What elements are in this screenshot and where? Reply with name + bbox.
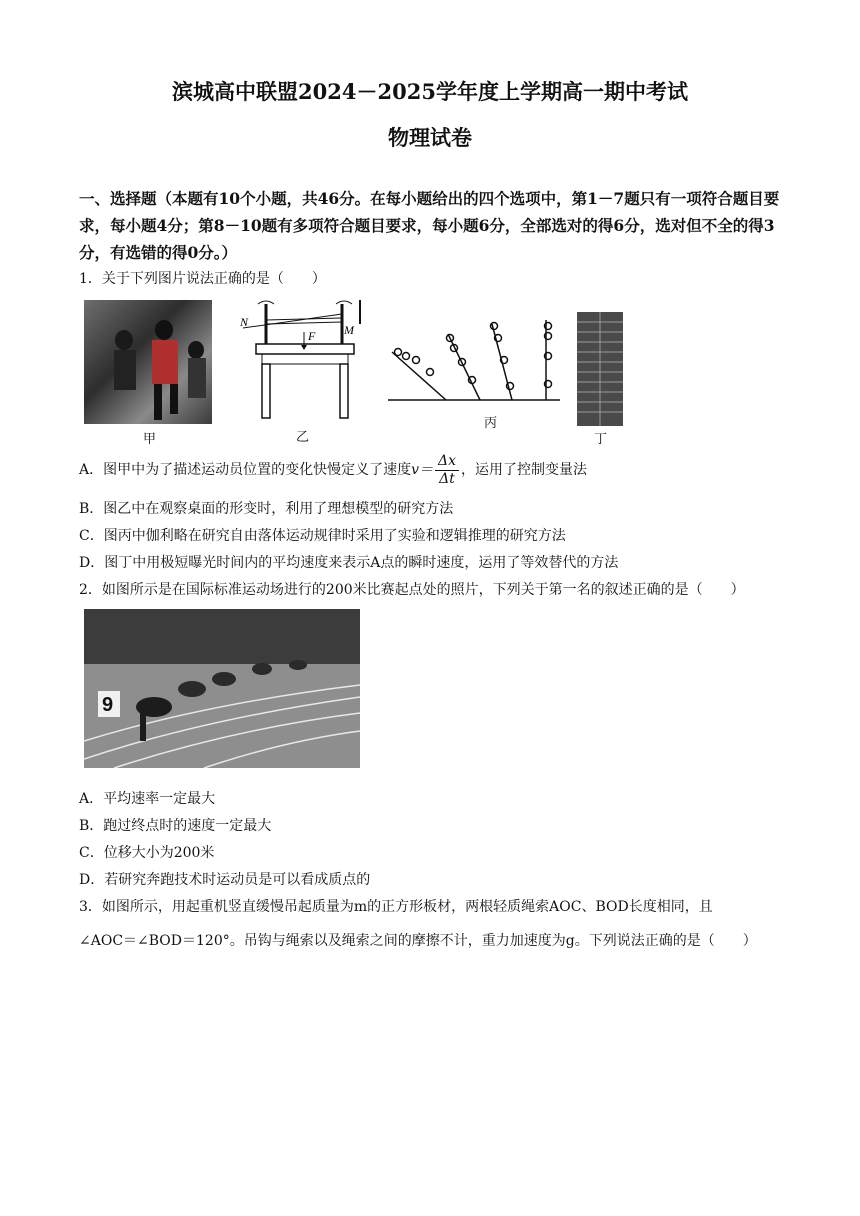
q1-option-a: A．图甲中为了描述运动员位置的变化快慢定义了速度v＝ $\frac{\Delta x}{\Delta t}$ ，运用了控制变量法	[79, 452, 588, 487]
q1-figure-a-label: 甲	[143, 432, 157, 447]
q1-figure-c-label: 丙	[484, 416, 498, 431]
lane-number: 9	[102, 694, 114, 716]
q2-option-b: B．跑过终点时的速度一定最大	[79, 818, 272, 834]
q1-figure-a-photo	[84, 300, 212, 424]
q2-stem: 2．如图所示是在国际标准运动场进行的200米比赛起点处的照片，下列关于第一名的叙述正确的是（ ）	[79, 582, 745, 598]
q2-option-c: C．位移大小为200米	[79, 845, 215, 861]
q3-stem-line2: ∠AOC＝∠BOD＝120°。吊钩与绳索以及绳索之间的摩擦不计，重力加速度为g。下列说法正确的是（ ）	[79, 933, 757, 949]
q2-option-d: D．若研究奔跑技术时运动员是可以看成质点的	[79, 872, 371, 888]
exam-title: 滨城高中联盟2024－2025学年度上学期高一期中考试	[172, 79, 688, 104]
label-m: M	[344, 323, 354, 337]
velocity-fraction: $\frac{\Delta x}{\Delta t}$	[435, 453, 459, 488]
q1-figure-d-brick-wall	[577, 312, 623, 426]
q2-figure-track-photo	[84, 609, 360, 768]
q1-option-d: D．图丁中用极短曝光时间内的平均速度来表示A点的瞬时速度，运用了等效替代的方法	[79, 555, 619, 571]
q1-stem: 1．关于下列图片说法正确的是（ ）	[79, 271, 326, 287]
q1-figure-b-label: 乙	[296, 430, 310, 445]
exam-subtitle: 物理试卷	[388, 125, 472, 150]
q1-figure-d-label: 丁	[594, 432, 608, 447]
label-f: F	[308, 329, 316, 343]
q3-stem-line1: 3．如图所示，用起重机竖直缓慢吊起质量为m的正方形板材，两根轻质绳索AOC、BOD长度相同，且	[79, 899, 713, 915]
q1-figure-c-diagram	[388, 318, 564, 408]
label-n: N	[240, 315, 249, 329]
q1-option-b: B．图乙中在观察桌面的形变时，利用了理想模型的研究方法	[79, 501, 454, 517]
q2-option-a: A．平均速率一定最大	[79, 791, 216, 807]
section-heading: 一、选择题（本题有10个小题，共46分。在每小题给出的四个选项中，第1－7题只有一项符合题目要求，每小题4分；第8－10题有多项符合题目要求，每小题6分，全部选对的得6分，选对但不全的得3分，有选错的得0分。）	[79, 189, 780, 262]
q1-figure-b-diagram	[238, 298, 368, 428]
q1-option-c: C．图丙中伽利略在研究自由落体运动规律时采用了实验和逻辑推理的研究方法	[79, 528, 566, 544]
sprinter-silhouettes	[84, 300, 212, 424]
